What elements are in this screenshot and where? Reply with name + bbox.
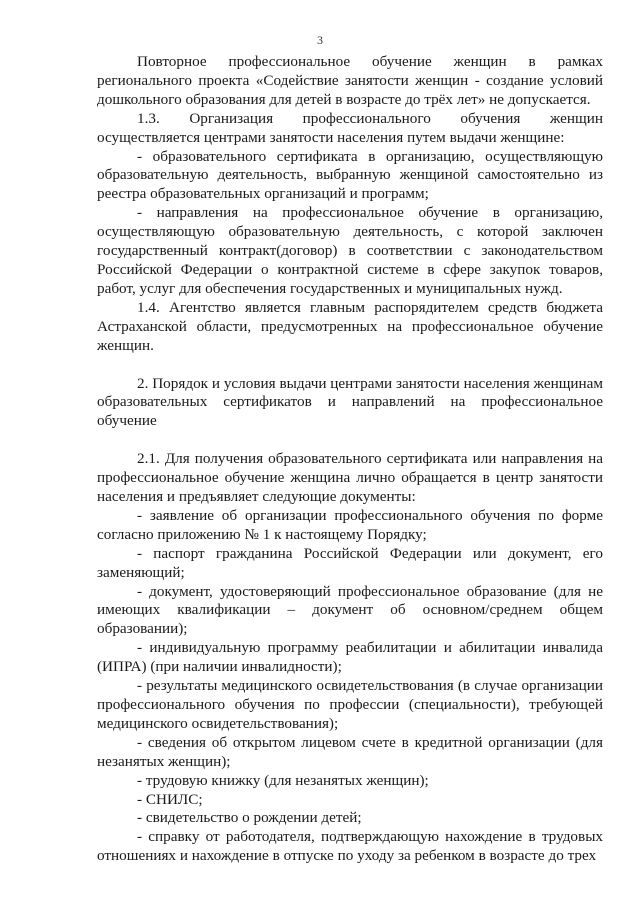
list-item-medical-results: - результаты медицинского освидетельствования (в случае организации профессионального обучения по профессии (специальности), требующей медицинского освидетельствования); (97, 677, 603, 732)
paragraph-1-4: 1.4. Агентство является главным распорядителем средств бюджета Астраханской области, предусмотренных на профессиональное обучение женщин. (97, 298, 603, 354)
list-item-birth-certificate: - свидетельство о рождении детей; (137, 809, 362, 827)
list-item-employer-certificate: - справку от работодателя, подтверждающую нахождение в трудовых отношениях и нахождение в отпуске по уходу за ребенком в возрасте до трех (97, 828, 603, 865)
paragraph-retraining-restriction: Повторное профессиональное обучение женщин в рамках регионального проекта «Содействие занятости женщин - создание условий дошкольного образования для детей в возрасте до трёх лет» не допускается. (97, 53, 603, 108)
list-item-snils: - СНИЛС; (137, 790, 203, 808)
paragraph-2-1: 2.1. Для получения образовательного сертификата или направления на профессиональное обучение женщина лично обращается в центр занятости населения и предъявляет следующие документы: (97, 450, 603, 506)
list-item-referral: - направления на профессиональное обучение в организацию, осуществляющую образовательную деятельность, с которой заключен государственный контракт(договор) в соответствии с законодательством Российской Федерации о контрактной системе в сфере закупок товаров, работ, услуг для обеспечения государственных и муниципальных нужд. (97, 204, 603, 297)
page-number: 3 (317, 33, 323, 47)
paragraph-1-3: 1.3. Организация профессионального обучения женщин осуществляется центрами занятости населения путем выдачи женщине: (97, 109, 603, 146)
list-item-education-document: - документ, удостоверяющий профессиональное образование (для не имеющих квалификации – документ об основном/среднем общем образовании); (97, 582, 603, 638)
list-item-passport: - паспорт гражданина Российской Федерации или документ, его заменяющий; (97, 544, 603, 581)
list-item-bank-account: - сведения об открытом лицевом счете в кредитной организации (для незанятых женщин); (97, 733, 603, 770)
list-item-application: - заявление об организации профессионального обучения по форме согласно приложению № 1 к настоящему Порядку; (97, 506, 603, 543)
list-item-ipra: - индивидуальную программу реабилитации и абилитации инвалида (ИПРА) (при наличии инвалидности); (97, 639, 603, 676)
section-heading-2: 2. Порядок и условия выдачи центрами занятости населения женщинам образовательных сертификатов и направлений на профессиональное обучение (97, 374, 603, 430)
list-item-certificate: - образовательного сертификата в организацию, осуществляющую образовательную деятельность, выбранную женщиной самостоятельно из реестра образовательных организаций и программ; (97, 147, 603, 203)
document-body (97, 53, 603, 866)
list-item-work-book: - трудовую книжку (для незанятых женщин); (137, 771, 429, 789)
